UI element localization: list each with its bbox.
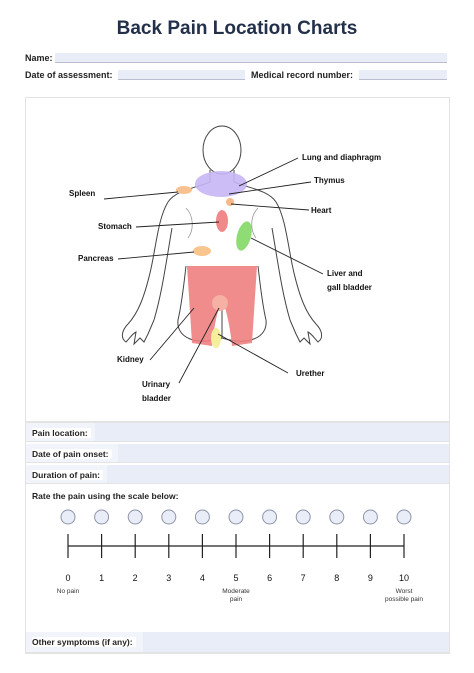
label-kidney: Kidney bbox=[117, 355, 144, 364]
worst-caption-1: Worst bbox=[395, 588, 413, 595]
moderate-caption-1: Moderate bbox=[222, 588, 250, 595]
other-symptoms-row bbox=[26, 632, 449, 653]
scale-number-7: 7 bbox=[300, 573, 306, 583]
lung-leader bbox=[239, 158, 298, 186]
label-heart: Heart bbox=[311, 206, 332, 215]
other-symptoms-label: Other symptoms (if any): bbox=[32, 637, 136, 647]
stomach-region bbox=[216, 210, 228, 232]
label-liver-2: gall bladder bbox=[327, 283, 372, 292]
duration-field[interactable] bbox=[107, 465, 449, 483]
left-hand-outline bbox=[122, 320, 154, 344]
kidney-leader bbox=[150, 308, 194, 360]
duration-row bbox=[26, 465, 449, 484]
pain-radio-5[interactable] bbox=[229, 510, 243, 524]
scale-number-0: 0 bbox=[65, 573, 71, 583]
spleen-leader bbox=[104, 192, 178, 199]
date-onset-field[interactable] bbox=[118, 444, 449, 462]
stomach-leader bbox=[136, 222, 219, 227]
heart-region bbox=[226, 198, 234, 206]
scale-number-8: 8 bbox=[334, 573, 340, 583]
label-spleen: Spleen bbox=[69, 189, 96, 198]
bladder-region bbox=[212, 295, 228, 311]
pancreas-leader bbox=[118, 252, 194, 259]
worst-caption-2: possible pain bbox=[385, 596, 423, 603]
pancreas-region bbox=[193, 246, 211, 256]
pain-location-row bbox=[26, 423, 449, 442]
name-label: Name: bbox=[25, 53, 53, 63]
label-stomach: Stomach bbox=[98, 222, 132, 231]
pain-location-field[interactable] bbox=[95, 423, 449, 441]
scale-number-4: 4 bbox=[199, 573, 205, 583]
label-thymus: Thymus bbox=[314, 176, 345, 185]
scale-number-10: 10 bbox=[398, 573, 409, 583]
body-chart-panel bbox=[25, 97, 450, 422]
pain-radio-4[interactable] bbox=[195, 510, 209, 524]
no-pain-caption: No pain bbox=[56, 588, 80, 595]
pain-radio-0[interactable] bbox=[61, 510, 75, 524]
label-liver-1: Liver and bbox=[327, 269, 363, 278]
right-hand-outline bbox=[290, 320, 322, 344]
name-field[interactable] bbox=[55, 53, 447, 63]
label-pancreas: Pancreas bbox=[78, 254, 114, 263]
scale-number-2: 2 bbox=[132, 573, 138, 583]
pain-radio-9[interactable] bbox=[363, 510, 377, 524]
rate-pain-label: Rate the pain using the scale below: bbox=[32, 491, 179, 501]
pain-radio-8[interactable] bbox=[330, 510, 344, 524]
spleen-region bbox=[176, 186, 192, 194]
pain-radio-6[interactable] bbox=[263, 510, 277, 524]
scale-number-6: 6 bbox=[267, 573, 273, 583]
pain-radio-10[interactable] bbox=[397, 510, 411, 524]
date-of-assessment-label: Date of assessment: bbox=[25, 70, 113, 80]
page-title: Back Pain Location Charts bbox=[116, 18, 358, 39]
heart-leader bbox=[231, 204, 309, 210]
label-urether: Urether bbox=[296, 369, 325, 378]
medical-record-number-field[interactable] bbox=[359, 70, 447, 80]
pain-location-label: Pain location: bbox=[32, 428, 91, 438]
scale-number-5: 5 bbox=[233, 573, 239, 583]
head-outline bbox=[203, 126, 241, 174]
lung-region bbox=[195, 171, 247, 197]
other-symptoms-field[interactable] bbox=[143, 632, 449, 652]
pain-radio-2[interactable] bbox=[128, 510, 142, 524]
duration-label: Duration of pain: bbox=[32, 470, 103, 480]
date-onset-label: Date of pain onset: bbox=[32, 449, 112, 459]
label-bladder-2: bladder bbox=[142, 394, 171, 403]
pain-radio-3[interactable] bbox=[162, 510, 176, 524]
scale-number-9: 9 bbox=[367, 573, 373, 583]
urether-leader bbox=[218, 334, 288, 373]
date-of-assessment-field[interactable] bbox=[118, 70, 245, 80]
pain-radio-1[interactable] bbox=[95, 510, 109, 524]
medical-record-number-label: Medical record number: bbox=[251, 70, 354, 80]
date-onset-row bbox=[26, 444, 449, 463]
urether-region bbox=[211, 328, 221, 348]
label-lung: Lung and diaphragm bbox=[302, 153, 382, 162]
scale-number-1: 1 bbox=[99, 573, 105, 583]
assessment-form bbox=[25, 422, 450, 654]
label-bladder-1: Urinary bbox=[142, 380, 171, 389]
pain-radio-7[interactable] bbox=[296, 510, 310, 524]
scale-number-3: 3 bbox=[166, 573, 172, 583]
moderate-caption-2: pain bbox=[229, 596, 243, 603]
liver-leader bbox=[251, 238, 323, 274]
